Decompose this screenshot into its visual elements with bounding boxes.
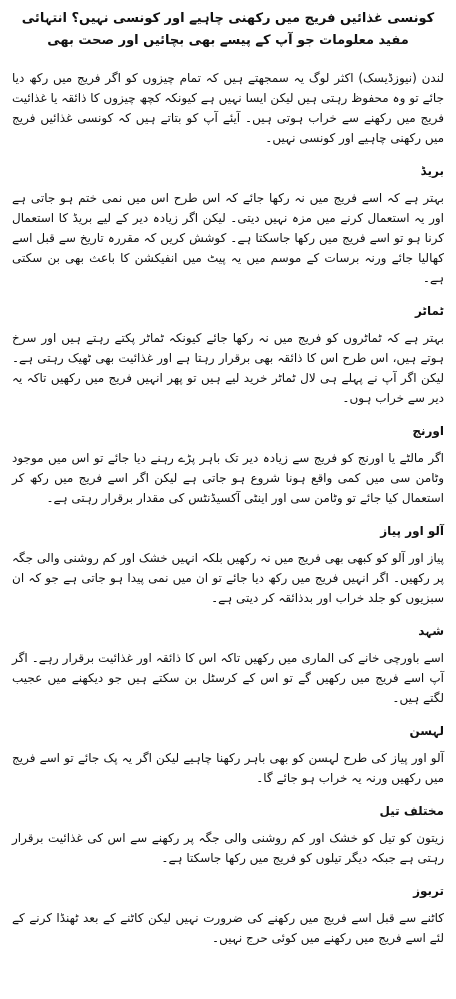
- section-tomato: [12, 302, 444, 408]
- section-orange: [12, 422, 444, 508]
- section-potato-onion: [12, 522, 444, 608]
- section-watermelon: [12, 882, 444, 948]
- section-bread: [12, 162, 444, 288]
- section-heading: ٹماٹر: [414, 304, 444, 318]
- section-body: پیاز اور آلو کو کبھی بھی فریج میں نہ رکھیں بلکہ انہیں خشک اور کم روشنی والی جگہ پر رکھیں۔ اگر انہیں فریج میں رکھ دیا جائے تو ان میں نمی پیدا ہو جاتی ہے جو کہ ان سبزیوں کو جلد خراب اور بدذائقہ کر دیتی ہے۔: [12, 551, 444, 605]
- intro-paragraph: لندن (نیوزڈیسک) اکثر لوگ یہ سمجھتے ہیں کہ تمام چیزوں کو اگر فریج میں رکھ دیا جائے تو وہ محفوظ رہتی ہیں لیکن ایسا نہیں ہے کیونکہ کچھ چیزوں کا ذائقہ یا غذائیت فریج میں رکھنے سے خراب ہوتی ہیں۔ آیئے آپ کو بتاتے ہیں کہ کونسی غذائیں فریج میں رکھنی چاہیے اور کونسی نہیں۔: [12, 71, 444, 145]
- article-title: کونسی غذائیں فریج میں رکھنی چاہیے اور کونسی نہیں؟ انتہائی مفید معلومات جو آپ کے پیسے بھی بچائیں اور صحت بھی: [21, 11, 435, 48]
- section-heading: مختلف تیل: [379, 804, 444, 818]
- section-body: اگر مالٹے یا اورنج کو فریج سے زیادہ دیر تک باہر پڑے رہنے دیا جائے تو اس میں موجود وٹامن سی میں کمی واقع ہونا شروع ہو جاتی ہے لیکن اگر اسے فریج میں رکھ کر استعمال کیا جائے تو وٹامن سی اور اینٹی آکسیڈنٹس کی مقدار برقرار رہتی ہے۔: [12, 451, 444, 505]
- section-body: بہتر ہے کہ ٹماٹروں کو فریج میں نہ رکھا جائے کیونکہ ٹماٹر پکتے رہتے ہیں اور سرخ ہوتے ہیں، اس طرح اس کا ذائقہ بھی برقرار رہتا ہے اور غذائیت بھی ٹھیک رہتی ہے۔ لیکن اگر آپ نے پہلے ہی لال ٹماٹر خرید لیے ہیں تو پھر انہیں فریج میں رکھیں تاکہ یہ دیر سے خراب ہوں۔: [12, 331, 444, 405]
- section-honey: [12, 622, 444, 708]
- section-body: اسے باورچی خانے کی الماری میں رکھیں تاکہ اس کا ذائقہ اور غذائیت برقرار رہے۔ اگر آپ اسے فریج میں رکھیں گے تو اس کے کرسٹل بن سکتے ہیں جو دیکھنے میں عجیب لگتے ہیں۔: [12, 651, 444, 705]
- section-heading: تربوز: [413, 884, 444, 898]
- section-heading: شہد: [418, 624, 444, 638]
- section-body: آلو اور پیاز کی طرح لہسن کو بھی باہر رکھنا چاہیے لیکن اگر یہ پک جائے تو اسے فریج میں رکھیں ورنہ یہ خراب ہو جائے گا۔: [12, 751, 444, 785]
- section-heading: بریڈ: [420, 164, 444, 178]
- section-heading: اورنج: [412, 424, 444, 438]
- section-heading: لہسن: [409, 724, 444, 738]
- section-garlic: [12, 722, 444, 788]
- section-heading: آلو اور پیاز: [380, 524, 444, 538]
- section-body: زیتون کو تیل کو خشک اور کم روشنی والی جگہ پر رکھنے سے اس کی غذائیت برقرار رہتی ہے جبکہ دیگر تیلوں کو فریج میں رکھا جاسکتا ہے۔: [12, 831, 444, 865]
- section-body: بہتر ہے کہ اسے فریج میں نہ رکھا جائے کہ اس طرح اس میں نمی ختم ہو جاتی ہے اور یہ استعمال کرنے میں مزہ نہیں دیتی۔ لیکن اگر زیادہ دیر کے لیے بریڈ کا استعمال کرنا ہو تو اسے فریج میں رکھا جاسکتا ہے۔ کوشش کریں کہ مقررہ تاریخ سے قبل اسے کھالیا جائے ورنہ برسات کے موسم میں یہ پیٹ میں انفیکشن کا باعث بھی بن سکتی ہے۔: [12, 191, 444, 285]
- section-body: کاٹنے سے قبل اسے فریج میں رکھنے کی ضرورت نہیں لیکن کاٹنے کے بعد ٹھنڈا کرنے کے لئے اسے فریج میں رکھنے میں کوئی حرج نہیں۔: [12, 911, 444, 945]
- section-oils: [12, 802, 444, 868]
